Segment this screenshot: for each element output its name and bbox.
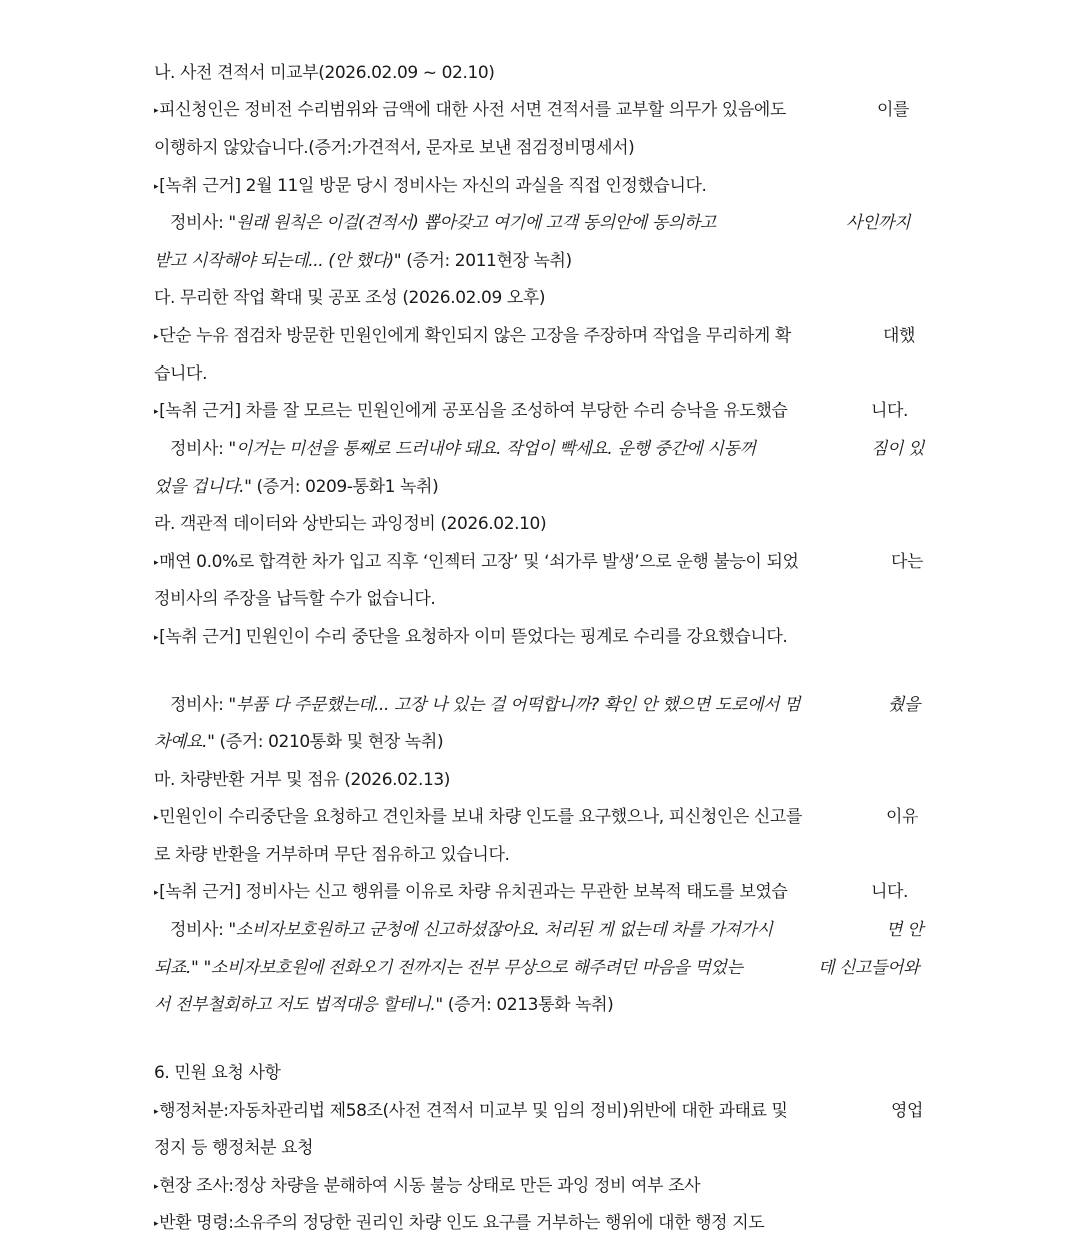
quote-continuation: 사인까지 xyxy=(846,213,911,233)
quote-continuation: 면 안 xyxy=(886,920,924,940)
bullet-icon: ▸ xyxy=(154,1107,159,1117)
paragraph: 습니다. xyxy=(154,364,208,384)
quote: 었을 겁니다." (증거: 0209-통화1 녹취) xyxy=(154,477,439,497)
paragraph-continuation: 다는 xyxy=(891,552,924,572)
quote-continuation: 췄을 xyxy=(888,695,921,715)
section-heading: 라. 객관적 데이터와 상반되는 과잉정비 (2026.02.10) xyxy=(154,514,547,534)
section-heading: 다. 무리한 작업 확대 및 공포 조성 (2026.02.09 오후) xyxy=(154,288,546,308)
paragraph: ▸피신청인은 정비전 수리범위와 금액에 대한 사전 서면 견적서를 교부할 의무가 있음에도 xyxy=(154,100,786,120)
paragraph: 로 차량 반환을 거부하며 무단 점유하고 있습니다. xyxy=(154,845,510,865)
bullet-icon: ▸ xyxy=(154,332,159,342)
paragraph: ▸매연 0.0%로 합격한 차가 입고 직후 ‘인젝터 고장’ 및 ‘쇠가루 발생’으로 운행 불능이 되었 xyxy=(154,552,799,572)
request-item: ▸행정처분:자동차관리법 제58조(사전 견적서 미교부 및 임의 정비)위반에 대한 과태료 및 xyxy=(154,1101,788,1121)
quote: 정비사: "원래 원칙은 이걸(견적서) 뽑아갖고 여기에 고객 동의안에 동의하고 xyxy=(170,213,716,233)
paragraph: 이행하지 않았습니다.(증거:가견적서, 문자로 보낸 점검정비명세서) xyxy=(154,138,635,158)
quote: 정비사: "이거는 미션을 통째로 드러내야 돼요. 작업이 빡세요. 운행 중간에 시동꺼 xyxy=(170,439,756,459)
paragraph: ▸민원인이 수리중단을 요청하고 견인차를 보내 차량 인도를 요구했으나, 피신청인은 신고를 xyxy=(154,807,802,827)
quote-continuation: 짐이 있 xyxy=(871,439,925,459)
section-heading: 6. 민원 요청 사항 xyxy=(154,1063,281,1083)
paragraph-continuation: 이를 xyxy=(877,100,910,120)
paragraph-continuation: 이유 xyxy=(886,807,919,827)
paragraph: ▸[녹취 근거] 차를 잘 모르는 민원인에게 공포심을 조성하여 부당한 수리 승낙을 유도했습 xyxy=(154,401,788,421)
quote-continuation: 데 신고들어와 xyxy=(818,958,920,978)
paragraph: ▸단순 누유 점검차 방문한 민원인에게 확인되지 않은 고장을 주장하며 작업을 무리하게 확 xyxy=(154,326,791,346)
request-item-continuation: 영업 xyxy=(891,1101,924,1121)
quote: 서 전부철회하고 저도 법적대응 할테니." (증거: 0213통화 녹취) xyxy=(154,995,614,1015)
paragraph: ▸[녹취 근거] 2월 11일 방문 당시 정비사는 자신의 과실을 직접 인정했습니다. xyxy=(154,176,707,196)
section-heading: 마. 차량반환 거부 및 점유 (2026.02.13) xyxy=(154,770,451,790)
bullet-icon: ▸ xyxy=(154,1219,159,1229)
paragraph: 정비사의 주장을 납득할 수가 없습니다. xyxy=(154,589,436,609)
quote: 차예요." (증거: 0210통화 및 현장 녹취) xyxy=(154,732,444,752)
bullet-icon: ▸ xyxy=(154,1182,159,1192)
request-item: ▸반환 명령:소유주의 정당한 권리인 차량 인도 요구를 거부하는 행위에 대한 행정 지도 xyxy=(154,1213,765,1233)
paragraph: ▸[녹취 근거] 민원인이 수리 중단을 요청하자 이미 뜯었다는 핑계로 수리를 강요했습니다. xyxy=(154,627,788,647)
bullet-icon: ▸ xyxy=(154,558,159,568)
paragraph-continuation: 니다. xyxy=(871,401,909,421)
quote: 되죠." "소비자보호원에 전화오기 전까지는 전부 무상으로 해주려던 마음을 먹었는 xyxy=(154,958,743,978)
request-item: ▸현장 조사:정상 차량을 분해하여 시동 불능 상태로 만든 과잉 정비 여부 조사 xyxy=(154,1176,701,1196)
paragraph-continuation: 대했 xyxy=(883,326,916,346)
section-heading: 나. 사전 견적서 미교부(2026.02.09 ~ 02.10) xyxy=(154,63,495,83)
bullet-icon: ▸ xyxy=(154,407,159,417)
quote: 정비사: "부품 다 주문했는데... 고장 나 있는 걸 어떡합니까? 확인 안 했으면 도로에서 멈 xyxy=(170,695,801,715)
request-item: 정지 등 행정처분 요청 xyxy=(154,1138,314,1158)
bullet-icon: ▸ xyxy=(154,813,159,823)
bullet-icon: ▸ xyxy=(154,888,159,898)
paragraph-continuation: 니다. xyxy=(871,882,909,902)
bullet-icon: ▸ xyxy=(154,106,159,116)
quote: 받고 시작해야 되는데... (안 했다)" (증거: 2011현장 녹취) xyxy=(154,251,572,271)
quote: 정비사: "소비자보호원하고 군청에 신고하셨잖아요. 처리된 게 없는데 차를 가져가시 xyxy=(170,920,773,940)
bullet-icon: ▸ xyxy=(154,182,159,192)
bullet-icon: ▸ xyxy=(154,633,159,643)
paragraph: ▸[녹취 근거] 정비사는 신고 행위를 이유로 차량 유치권과는 무관한 보복적 태도를 보였습 xyxy=(154,882,788,902)
